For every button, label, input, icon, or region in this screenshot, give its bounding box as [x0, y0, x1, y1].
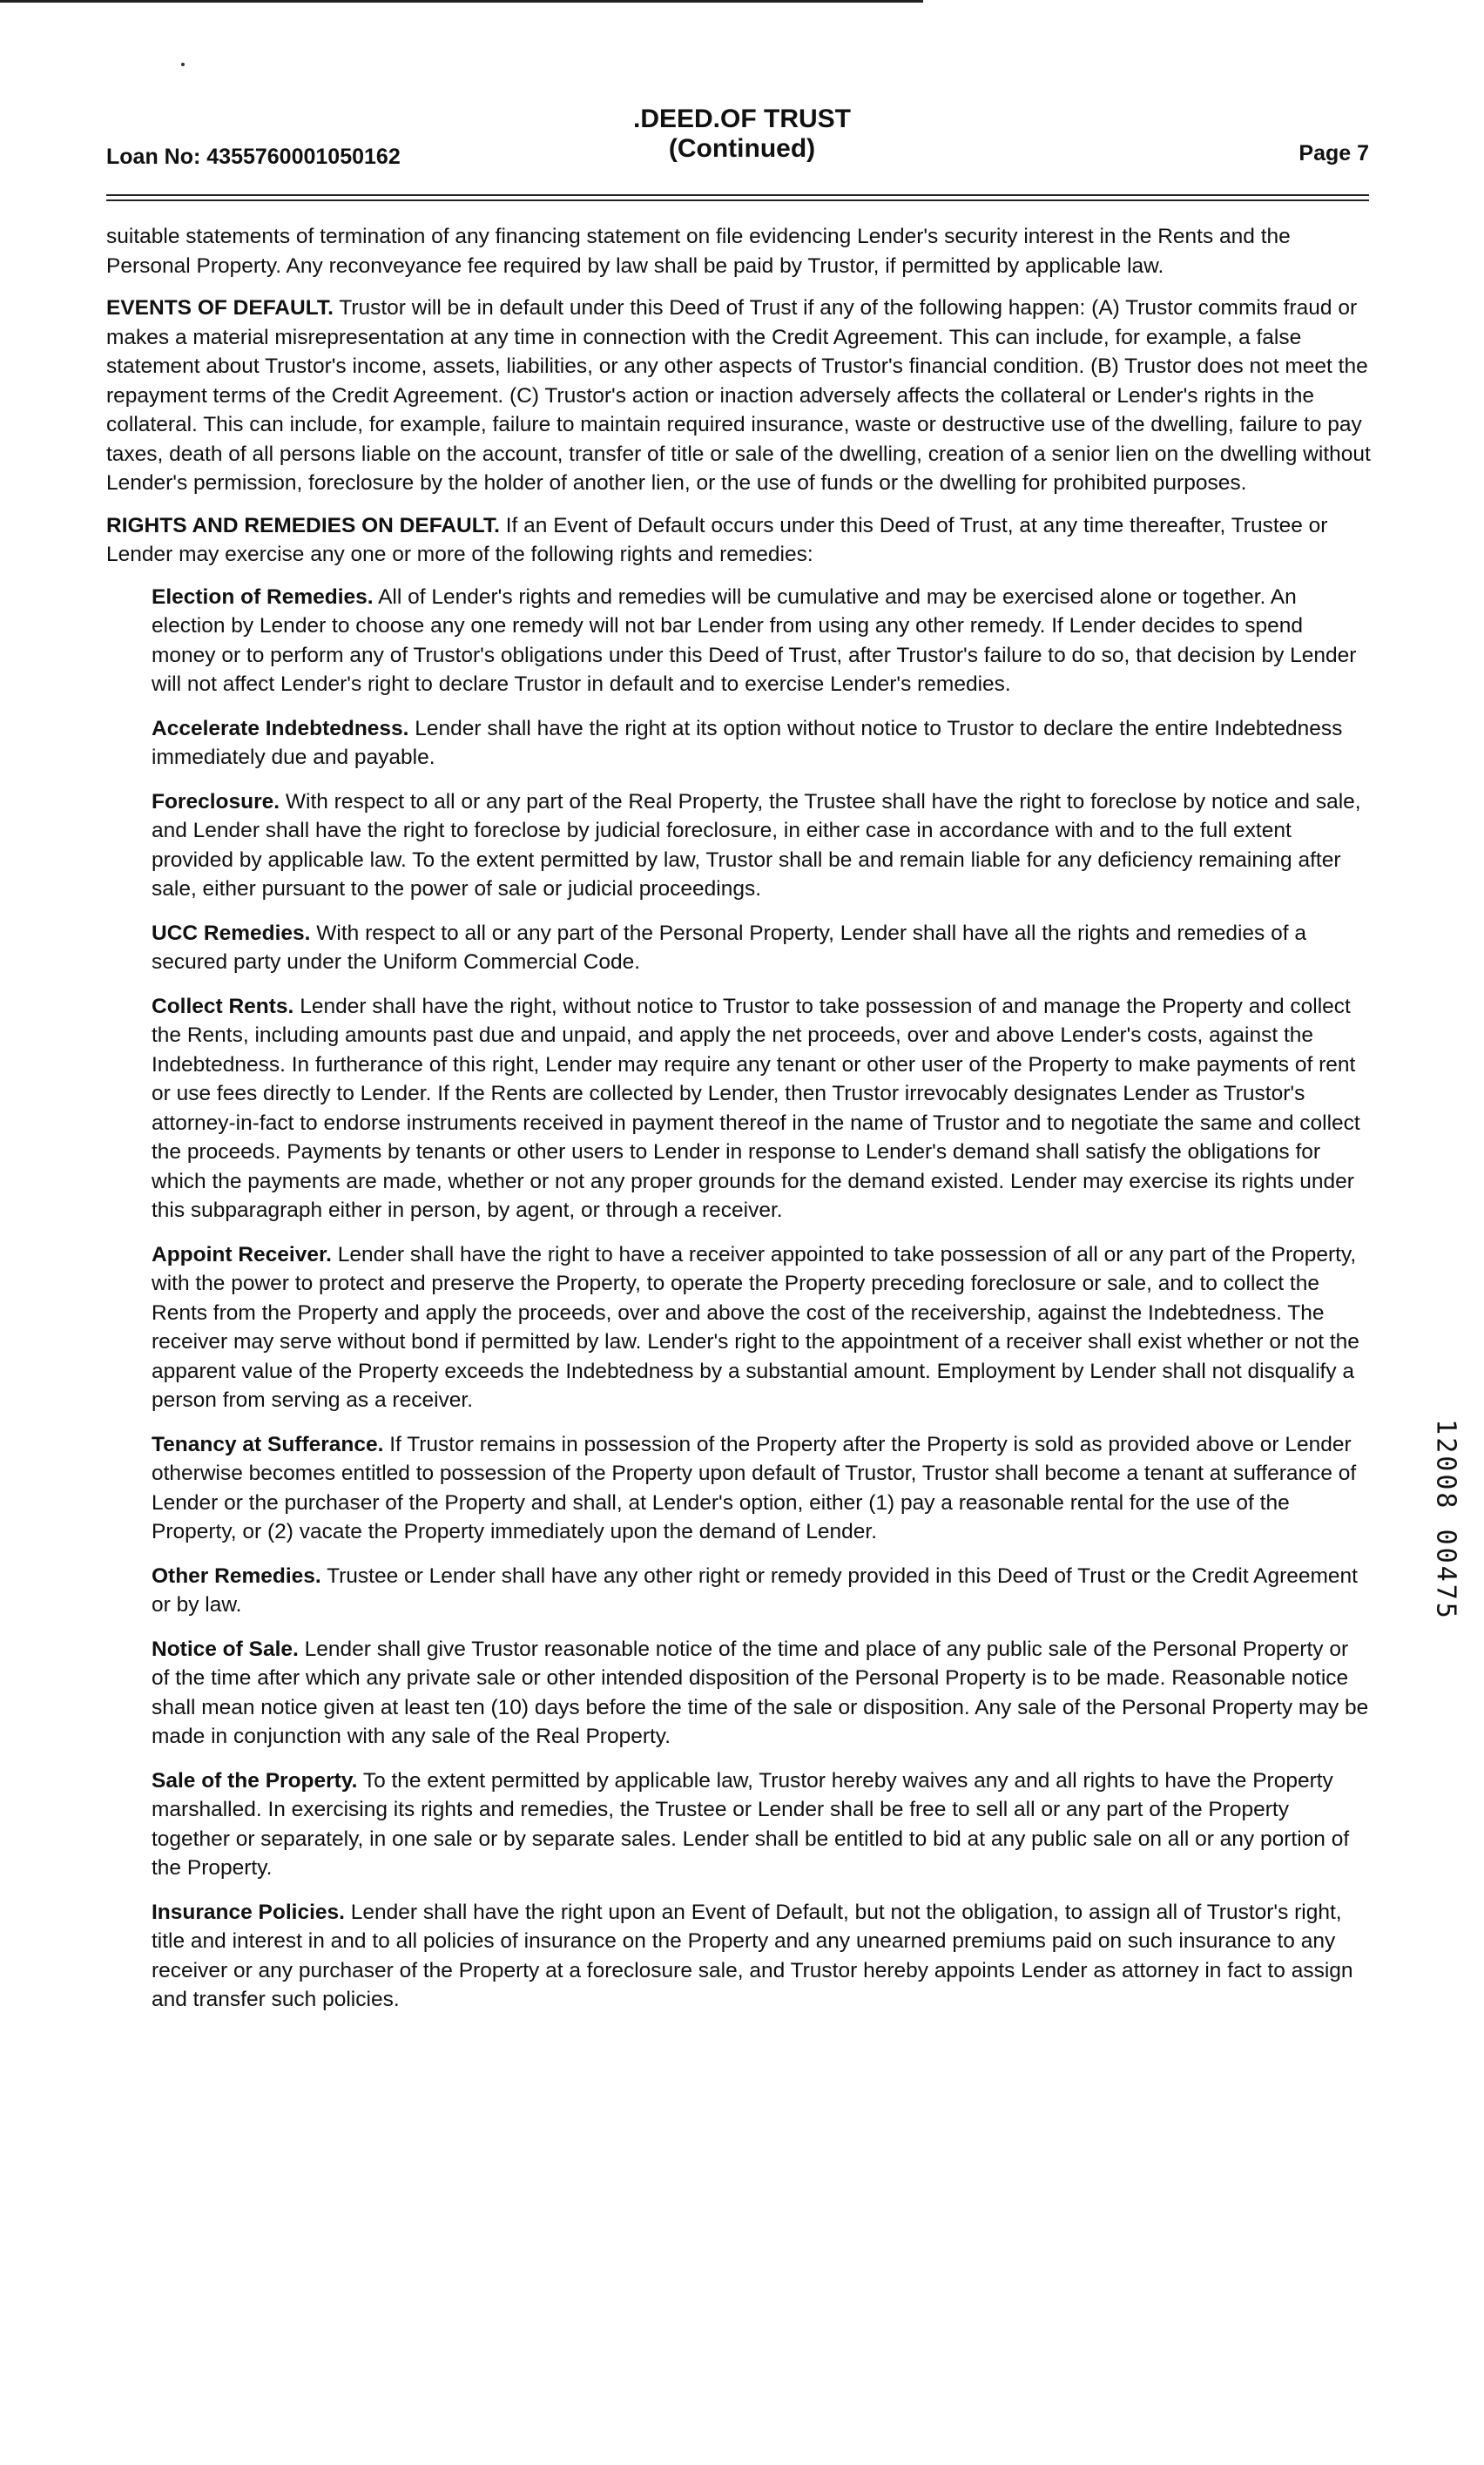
remedy-heading: Insurance Policies.	[152, 1900, 345, 1924]
remedy-text: With respect to all or any part of the Personal Property, Lender shall have all the rights and remedies of a secured party under the Uniform Commercial Code.	[152, 921, 1306, 974]
remedy-text: Lender shall give Trustor reasonable notice of the time and place of any public sale of the Personal Property or of the time after which any private sale or other intended disposition of the Personal Property is to be made. Reasonable notice shall mean notice given at least ten (10) days before the time of the sale or disposition. Any sale of the Personal Property may be made in conjunction with any sale of the Real Property.	[152, 1637, 1369, 1748]
remedy-text: If Trustor remains in possession of the Property after the Property is sold as provided above or Lender otherwise becomes entitled to possession of the Property upon default of Trustor, Trustor shall become a tenant at sufferance of Lender or the purchaser of the Property and shall, at Lender's option, either (1) pay a reasonable rental for the use of the Property, or (2) vacate the Property immediately upon the demand of Lender.	[152, 1432, 1357, 1543]
remedy-election-of-remedies	[152, 583, 1371, 699]
remedy-text: With respect to all or any part of the Real Property, the Trustee shall have the right to foreclose by notice and sale, and Lender shall have the right to foreclose by judicial foreclosure, in either case in accordance with and to the full extent provided by applicable law. To the extent permitted by law, Trustor shall be and remain liable for any deficiency remaining after sale, either pursuant to the power of sale or judicial proceedings.	[152, 789, 1361, 901]
remedy-heading: Collect Rents.	[152, 994, 294, 1018]
remedy-heading: Appoint Receiver.	[152, 1242, 332, 1266]
remedy-text: Trustee or Lender shall have any other right or remedy provided in this Deed of Trust or the Credit Agreement or by law.	[152, 1563, 1358, 1617]
remedy-accelerate-indebtedness	[152, 714, 1371, 773]
remedy-text: Lender shall have the right, without notice to Trustor to take possession of and manage the Property and collect the Rents, including amounts past due and unpaid, and apply the net proceeds, over and above Lender's costs, against the Indebtedness. In furtherance of this right, Lender may require any tenant or other user of the Property to make payments of rent or use fees directly to Lender. If the Rents are collected by Lender, then Trustor irrevocably designates Lender as Trustor's attorney-in-fact to endorse instruments received in payment thereof in the name of Trustor and to negotiate the same and collect the proceeds. Payments by tenants or other users to Lender in response to Lender's demand shall satisfy the obligations for which the payments are made, whether or not any proper grounds for the demand existed. Lender may exercise its rights under this subparagraph either in person, by agent, or through a receiver.	[152, 994, 1360, 1222]
remedy-text: All of Lender's rights and remedies will be cumulative and may be exercised alone or together. An election by Lender to choose any one remedy will not bar Lender from using any other remedy. If Lender decides to spend money or to perform any of Trustor's obligations under this Deed of Trust, after Trustor's failure to do so, that decision by Lender will not affect Lender's right to declare Trustor in default and to exercise Lender's remedies.	[152, 584, 1357, 696]
loan-number: Loan No: 4355760001050162	[106, 145, 401, 169]
section-text: If an Event of Default occurs under this Deed of Trust, at any time thereafter, Trustee or Lender may exercise any one or more of the following rights and remedies:	[106, 513, 1328, 566]
document-body	[106, 222, 1371, 2029]
remedy-ucc-remedies	[152, 919, 1371, 977]
remedy-tenancy-at-sufferance	[152, 1430, 1371, 1547]
remedy-heading: Notice of Sale.	[152, 1637, 299, 1661]
remedy-text: Lender shall have the right upon an Event of Default, but not the obligation, to assign all of Trustor's right, title and interest in and to all policies of insurance on the Property and any unearned premiums paid on such insurance to any receiver or any purchaser of the Property at a foreclosure sale, and Trustor hereby appoints Lender as attorney in fact to assign and transfer such policies.	[152, 1900, 1353, 2011]
document-title-block	[516, 105, 968, 164]
remedy-sale-of-the-property	[152, 1766, 1371, 1883]
recording-number-text: 12008 00475	[1430, 1419, 1461, 1621]
remedy-heading: Accelerate Indebtedness.	[152, 716, 409, 740]
intro-paragraph: suitable statements of termination of any financing statement on file evidencing Lender's security interest in the Rents and the Personal Property. Any reconveyance fee required by law shall be paid by Trustor, if permitted by applicable law.	[106, 225, 1291, 278]
header-divider	[106, 194, 1369, 201]
page-number: Page 7	[1298, 141, 1369, 165]
remedy-text: To the extent permitted by applicable law, Trustor hereby waives any and all rights to have the Property marshalled. In exercising its rights and remedies, the Trustee or Lender shall be free to sell all or any part of the Property together or separately, in one sale or by separate sales. Lender shall be entitled to bid at any public sale on all or any portion of the Property.	[152, 1768, 1350, 1880]
document-title: .DEED.OF TRUST	[632, 105, 851, 133]
remedy-collect-rents	[152, 992, 1371, 1226]
remedy-heading: Sale of the Property.	[152, 1768, 358, 1793]
events-of-default-section	[106, 294, 1371, 498]
remedy-other-remedies	[152, 1562, 1371, 1620]
remedy-appoint-receiver	[152, 1240, 1371, 1415]
recording-number-stamp	[1428, 1394, 1463, 1646]
remedy-heading: Other Remedies.	[152, 1563, 321, 1588]
section-text: Trustor will be in default under this Deed of Trust if any of the following happen: (A) Trustor commits fraud or makes a material misrepresentation at any time in connection with the Credit Agreement. This can include, for example, a false statement about Trustor's income, assets, liabilities, or any other aspects of Trustor's financial condition. (B) Trustor does not meet the repayment terms of the Credit Agreement. (C) Trustor's action or inaction adversely affects the collateral or Lender's rights in the collateral. This can include, for example, failure to maintain required insurance, waste or destructive use of the dwelling, failure to pay taxes, death of all persons liable on the account, transfer of title or sale of the dwelling, creation of a senior lien on the dwelling without Lender's permission, foreclosure by the holder of another lien, or the use of funds or the dwelling for prohibited purposes.	[106, 296, 1371, 495]
page-header	[106, 103, 1369, 178]
remedy-heading: Foreclosure.	[152, 789, 280, 814]
remedy-text: Lender shall have the right at its option without notice to Trustor to declare the entire Indebtedness immediately due and payable.	[152, 716, 1343, 769]
remedy-text: Lender shall have the right to have a receiver appointed to take possession of all or any part of the Property, with the power to protect and preserve the Property, to operate the Property preceding foreclosure or sale, and to collect the Rents from the Property and apply the proceeds, over and above the cost of the receivership, against the Indebtedness. The receiver may serve without bond if permitted by law. Lender's right to the appointment of a receiver shall exist whether or not the apparent value of the Property exceeds the Indebtedness by a substantial amount. Employment by Lender shall not disqualify a person from serving as a receiver.	[152, 1242, 1359, 1412]
remedy-heading: UCC Remedies.	[152, 921, 311, 945]
section-heading: EVENTS OF DEFAULT.	[106, 296, 334, 320]
scan-speck	[181, 63, 185, 66]
rights-and-remedies-section	[106, 511, 1371, 570]
section-heading: RIGHTS AND REMEDIES ON DEFAULT.	[106, 513, 500, 537]
remedy-notice-of-sale	[152, 1635, 1371, 1752]
document-subtitle: (Continued)	[668, 134, 816, 163]
remedy-heading: Election of Remedies.	[152, 584, 374, 609]
remedy-heading: Tenancy at Sufferance.	[152, 1432, 384, 1456]
remedy-foreclosure	[152, 787, 1371, 904]
remedy-insurance-policies	[152, 1898, 1371, 2015]
top-scan-edge	[0, 0, 923, 3]
